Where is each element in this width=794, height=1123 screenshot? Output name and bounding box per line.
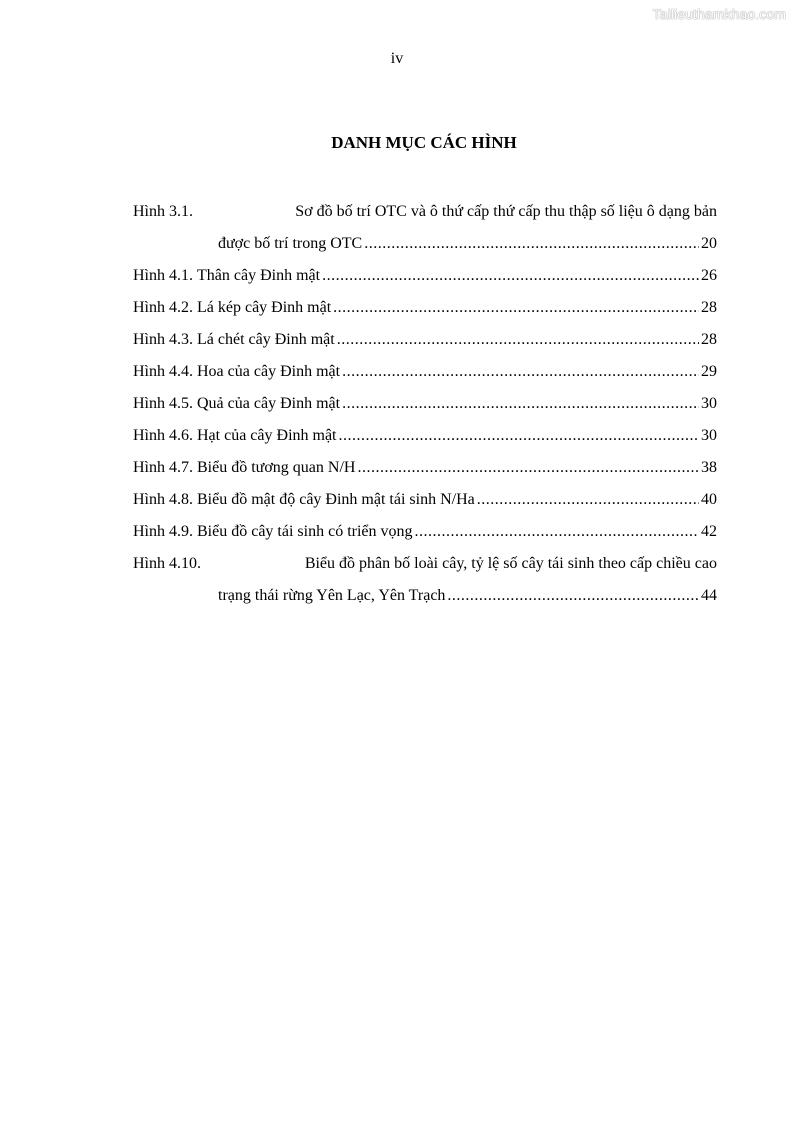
dot-leader bbox=[364, 228, 699, 260]
figure-entry[interactable] bbox=[133, 484, 717, 516]
dot-leader bbox=[447, 580, 699, 612]
figure-caption: Quả của cây Đinh mật bbox=[197, 395, 341, 412]
figure-caption: Sơ đồ bố trí OTC và ô thứ cấp thứ cấp thu thập số liệu ô dạng bản bbox=[295, 203, 717, 220]
figure-label: Hình 4.3. bbox=[133, 331, 193, 348]
figure-entry-line-1 bbox=[133, 548, 717, 580]
page-ref: 30 bbox=[701, 395, 717, 412]
figure-caption: Biểu đồ phân bố loài cây, tỷ lệ số cây tái sinh theo cấp chiều cao bbox=[304, 555, 717, 572]
figure-label: Hình 4.1. bbox=[133, 267, 193, 284]
figure-caption: Biểu đồ mật độ cây Đinh mật tái sinh N/Ha bbox=[197, 491, 475, 508]
figure-entry[interactable] bbox=[133, 420, 717, 452]
page-ref: 44 bbox=[701, 587, 717, 604]
figure-label: Hình 4.10. bbox=[133, 555, 201, 572]
figure-entry[interactable] bbox=[133, 356, 717, 388]
figure-label: Hình 4.9. bbox=[133, 523, 193, 540]
figure-entry[interactable] bbox=[133, 452, 717, 484]
figure-label: Hình 4.2. bbox=[133, 299, 193, 316]
figure-label: Hình 4.7. bbox=[133, 459, 193, 476]
figure-caption-continued: được bố trí trong OTC bbox=[218, 235, 363, 252]
figure-caption: Biểu đồ cây tái sinh có triển vọng bbox=[197, 523, 413, 540]
page-ref: 30 bbox=[701, 427, 717, 444]
figure-entry-line-2 bbox=[133, 580, 717, 612]
dot-leader bbox=[357, 452, 699, 484]
dot-leader bbox=[333, 292, 699, 324]
figure-list bbox=[133, 196, 717, 612]
page-ref: 28 bbox=[701, 331, 717, 348]
page-ref: 26 bbox=[701, 267, 717, 284]
figure-caption: Thân cây Đinh mật bbox=[197, 267, 321, 284]
figure-entry[interactable] bbox=[133, 260, 717, 292]
figure-caption: Lá chét cây Đinh mật bbox=[197, 331, 335, 348]
figure-label: Hình 3.1. bbox=[133, 203, 193, 220]
page-ref: 20 bbox=[701, 235, 717, 252]
figure-label: Hình 4.4. bbox=[133, 363, 193, 380]
figure-caption-continued: trạng thái rừng Yên Lạc, Yên Trạch bbox=[218, 587, 446, 604]
figure-entry-line-1 bbox=[133, 196, 717, 228]
figure-caption: Lá kép cây Đinh mật bbox=[197, 299, 332, 316]
page-number: iv bbox=[390, 50, 404, 67]
figure-entry-line-2 bbox=[133, 228, 717, 260]
page-ref: 42 bbox=[701, 523, 717, 540]
dot-leader bbox=[339, 420, 700, 452]
figure-entry[interactable] bbox=[133, 324, 717, 356]
dot-leader bbox=[322, 260, 699, 292]
figure-label: Hình 4.8. bbox=[133, 491, 193, 508]
dot-leader bbox=[415, 516, 699, 548]
page-ref: 28 bbox=[701, 299, 717, 316]
dot-leader bbox=[337, 324, 699, 356]
figure-entry[interactable] bbox=[133, 388, 717, 420]
figure-label: Hình 4.5. bbox=[133, 395, 193, 412]
page-title: DANH MỤC CÁC HÌNH bbox=[331, 133, 517, 152]
figure-entry[interactable] bbox=[133, 548, 717, 612]
figure-label: Hình 4.6. bbox=[133, 427, 193, 444]
page-ref: 38 bbox=[701, 459, 717, 476]
figure-caption: Biểu đồ tương quan N/H bbox=[197, 459, 356, 476]
figure-entry[interactable] bbox=[133, 196, 717, 260]
figure-entry[interactable] bbox=[133, 516, 717, 548]
figure-entry[interactable] bbox=[133, 292, 717, 324]
watermark: Tailieuthamkhao.com bbox=[652, 6, 786, 22]
figure-caption: Hạt của cây Đinh mật bbox=[197, 427, 337, 444]
page-ref: 40 bbox=[701, 491, 717, 508]
page-ref: 29 bbox=[701, 363, 717, 380]
dot-leader bbox=[477, 484, 699, 516]
dot-leader bbox=[342, 356, 699, 388]
dot-leader bbox=[342, 388, 699, 420]
figure-caption: Hoa của cây Đinh mật bbox=[197, 363, 341, 380]
